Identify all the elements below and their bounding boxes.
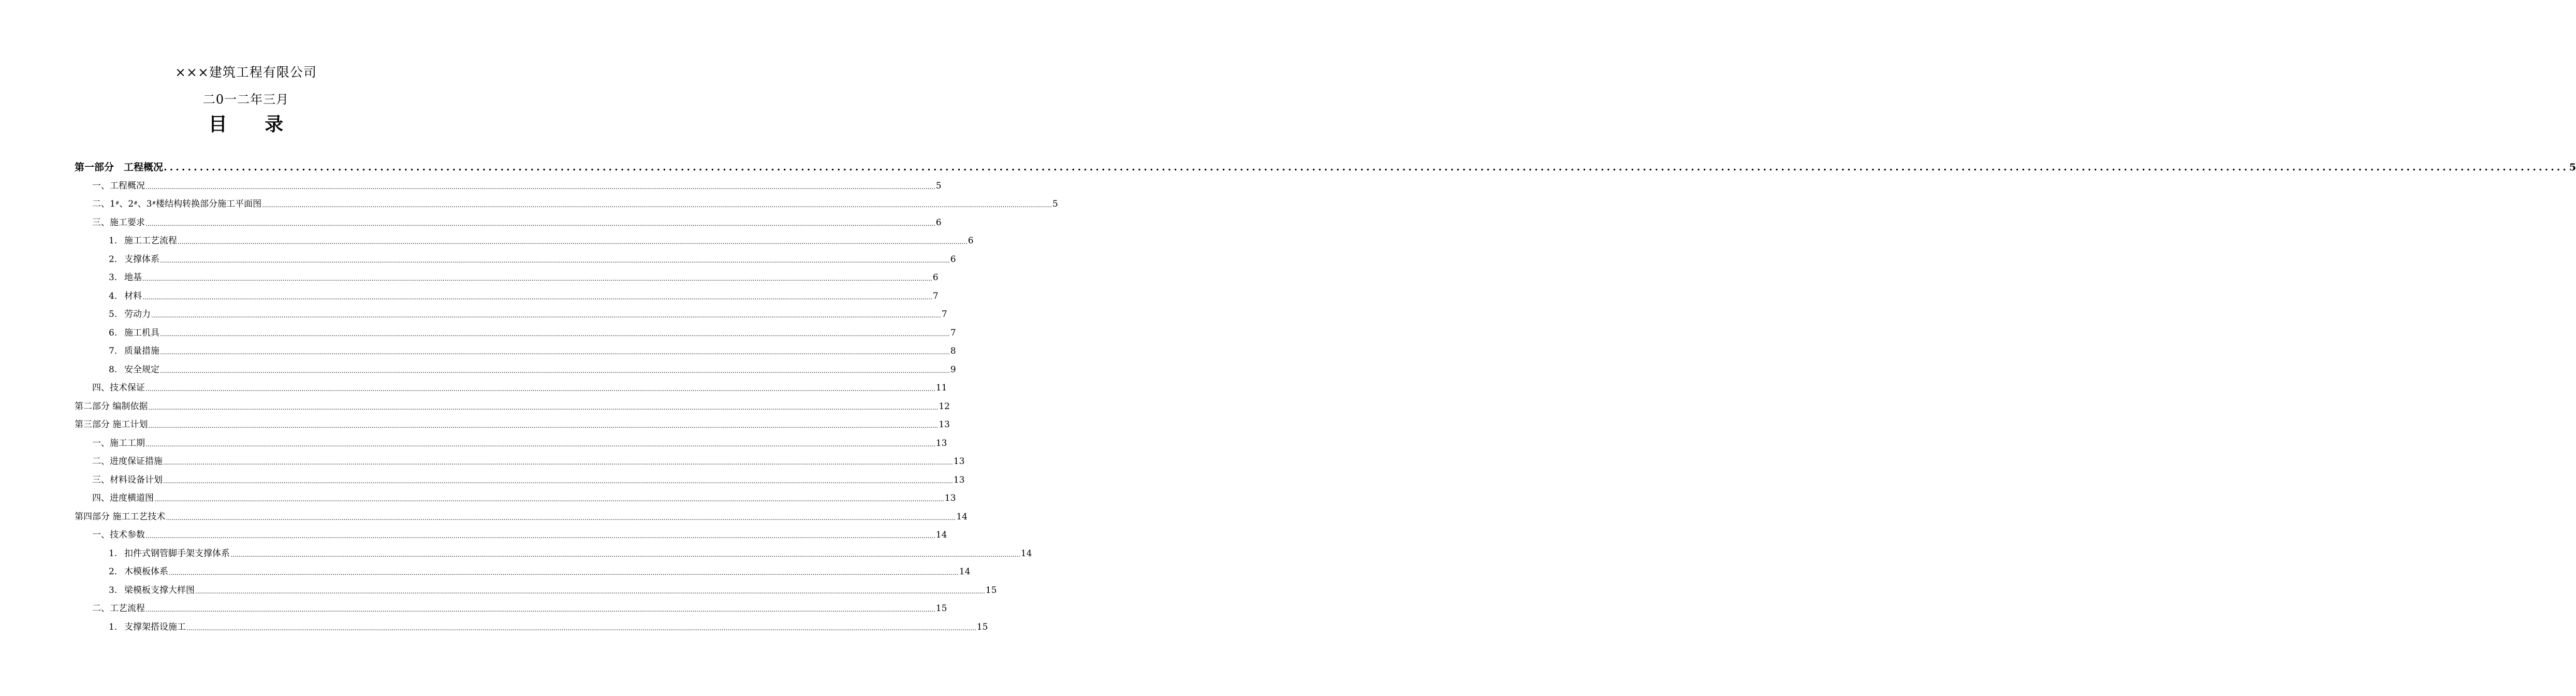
toc-page-number: 6 [935, 217, 942, 228]
toc-entry-text [92, 474, 163, 486]
toc-leader-dots: ................................................................................................................................................................................................................................................................................................................................................................................................................ [145, 532, 935, 540]
toc-entry-label: 第三部分 施工计划 [75, 419, 148, 430]
toc-entry-text [92, 217, 145, 228]
toc-entry-label: 四、进度横道图 [92, 493, 154, 503]
toc-leader-dots: ................................................................................................................................................................................................................................................................................................................................................................................................................ [148, 422, 939, 429]
toc-entry-number: 1. [109, 548, 118, 559]
toc-page-number: 14 [935, 530, 947, 540]
document-date: 二0一二年三月 [202, 92, 289, 107]
toc-entry-text [109, 548, 230, 559]
toc-entry[interactable] [75, 394, 950, 412]
toc-entry-text [109, 345, 159, 357]
toc-leader-dots: ................................................................................................................................................................................................................................................................................................................................................................................................................ [145, 220, 935, 227]
toc-entry-text [92, 529, 145, 541]
toc-entry-text [92, 438, 145, 449]
toc-entry-number: 7. [109, 346, 118, 356]
toc-page-number: 13 [939, 419, 950, 430]
toc-entry-text [75, 162, 163, 173]
toc-entry-label: 二、工艺流程 [92, 603, 145, 614]
toc-entry-label: 质量措施 [124, 346, 159, 356]
toc-leader-dots: ................................................................................................................................................................................................................................................................................................................................................................................................................ [142, 275, 932, 282]
toc-entry-number: 3. [109, 272, 118, 283]
toc-entry[interactable] [75, 577, 997, 596]
toc-leader-dots: ................................................................................................................................................................................................................................................................................................................................................................................................................ [169, 569, 959, 576]
toc-entry-label: 地基 [124, 272, 142, 283]
toc-entry[interactable] [75, 559, 971, 578]
toc-page-number: 13 [935, 438, 947, 448]
toc-entry-label: 木模板体系 [124, 567, 168, 577]
toc-entry-label: 劳动力 [124, 309, 151, 320]
toc-page-number: 15 [976, 621, 988, 632]
toc-entry[interactable] [75, 523, 947, 541]
toc-page-number: 8 [950, 346, 956, 356]
toc-entry-text [109, 254, 159, 265]
toc-entry-text [75, 419, 148, 430]
toc-entry-label: 第二部分 编制依据 [75, 401, 148, 412]
toc-entry-text [92, 492, 154, 504]
toc-entry[interactable] [75, 614, 988, 633]
toc-leader-dots: ................................................................................................................................................................................................................................................................................................................................................................................................................ [145, 440, 935, 448]
toc-entry-text [92, 198, 261, 210]
toc-leader-dots: ................................................................................................................................................................................................................................................................................................................................................................................................................ [145, 183, 935, 191]
toc-entry[interactable] [75, 283, 939, 302]
toc-entry-number: 2. [109, 254, 118, 265]
toc-leader-dots: ................................................................................................................................................................................................................................................................................................................................................................................................................ [178, 238, 968, 245]
toc-entry[interactable] [75, 486, 956, 504]
toc-page-number: 11 [935, 383, 947, 393]
toc-leader-dots: ................................................................................................................................................................................................................................................................................................................................................................................................................ [145, 606, 935, 613]
toc-page-number: 15 [935, 603, 947, 614]
toc-entry[interactable] [75, 339, 956, 357]
toc-entry-label: 施工机具 [124, 327, 159, 338]
toc-page-number: 14 [1020, 548, 1032, 559]
toc-page-number: 9 [950, 364, 956, 375]
toc-entry-label: 支撑体系 [124, 254, 159, 265]
toc-page-number: 12 [939, 401, 950, 412]
toc-entry-label: 第四部分 施工工艺技术 [75, 511, 166, 522]
toc-entry-label: 扣件式钢管脚手架支撑体系 [124, 548, 230, 559]
toc-entry[interactable] [75, 302, 947, 321]
table-of-contents [75, 155, 2576, 633]
toc-entry-number: 8. [109, 364, 118, 375]
toc-entry-label: 二、1#、2#、3#楼结构转换部分施工平面图 [92, 199, 262, 209]
toc-page-number: 7 [941, 309, 947, 320]
toc-leader-dots: ................................................................................................................................................................................................................................................................................................................................................................................................................ [148, 403, 939, 411]
toc-page-number: 6 [932, 272, 939, 283]
toc-entry-number: 2. [109, 567, 118, 577]
company-name: ×××建筑工程有限公司 [175, 65, 317, 80]
toc-page-number: 14 [956, 511, 968, 522]
toc-page-number: 7 [932, 291, 939, 301]
toc-leader-dots: ................................................................................................................................................................................................................................................................................................................................................................................................................ [163, 477, 953, 485]
toc-entry-label: 三、材料设备计划 [92, 474, 163, 485]
toc-entry-label: 二、进度保证措施 [92, 456, 163, 467]
toc-entry-number: 6. [109, 327, 118, 338]
toc-entry-label: 支撑架搭设施工 [124, 621, 186, 632]
toc-entry-text [109, 621, 186, 633]
toc-entry-label: 安全规定 [124, 364, 159, 375]
toc-leader-dots: ................................................................................................................................................................................................................................................................................................................................................................................................................ [160, 256, 950, 264]
toc-entry[interactable] [75, 449, 965, 468]
toc-page-number: 14 [959, 567, 971, 577]
toc-leader-dots: ................................................................................................................................................................................................................................................................................................................................................................................................................ [166, 514, 956, 521]
toc-leader-dots: ................................................................................................................................................................................................................................................................................................................................................................................................................ [160, 349, 950, 356]
toc-page-number: 13 [953, 474, 965, 485]
toc-page-number: 6 [968, 236, 974, 246]
toc-entry[interactable] [75, 541, 1032, 559]
toc-entry-number: 1. [109, 236, 118, 246]
toc-entry-text [92, 180, 145, 192]
toc-leader-dots: ................................................................................................................................................................................................................................................................................................................................................................................................................ [145, 385, 935, 393]
toc-entry-text [109, 235, 177, 247]
toc-entry-label: 一、施工工期 [92, 438, 145, 448]
toc-page-number: 6 [950, 254, 956, 265]
toc-entry[interactable] [75, 155, 2576, 173]
toc-entry-text [109, 309, 151, 320]
toc-entry-number: 4. [109, 291, 118, 301]
toc-leader-dots: ................................................................................................................................................................................................................................................................................................................................................................................................................ [230, 550, 1020, 558]
toc-page-number: 5 [1052, 199, 1058, 209]
toc-entry[interactable] [75, 467, 965, 486]
toc-page-number: 5 [2569, 162, 2576, 173]
toc-entry[interactable] [75, 192, 1058, 210]
toc-leader-dots: ................................................................................................................................................................................................................................................................................................................................................................................................................ [195, 587, 985, 595]
toc-entry-text [109, 364, 159, 375]
toc-entry-text [109, 272, 142, 283]
toc-entry-label: 四、技术保证 [92, 383, 145, 393]
toc-entry[interactable] [75, 320, 956, 339]
toc-entry-label: 第一部分 工程概况 [75, 162, 164, 173]
toc-page-number: 13 [944, 493, 956, 503]
toc-entry-text [92, 382, 145, 394]
toc-entry[interactable] [75, 247, 956, 265]
toc-entry-label: 梁模板支撑大样图 [124, 585, 195, 596]
toc-title: 目 录 [208, 113, 299, 135]
toc-leader-dots: ................................................................................................................................................................................................................................................................................................................................................................................................................ [164, 162, 2569, 173]
toc-entry-label: 一、工程概况 [92, 180, 145, 191]
toc-entry[interactable] [75, 430, 947, 449]
toc-entry-text [109, 291, 142, 302]
toc-entry[interactable] [75, 504, 968, 523]
toc-leader-dots: ................................................................................................................................................................................................................................................................................................................................................................................................................ [160, 367, 950, 374]
toc-leader-dots: ................................................................................................................................................................................................................................................................................................................................................................................................................ [163, 459, 953, 466]
toc-entry-label: 三、施工要求 [92, 217, 145, 228]
toc-entry-text [75, 401, 148, 412]
toc-page-number: 7 [950, 327, 956, 338]
toc-entry-number: 3. [109, 585, 118, 596]
toc-entry-label: 施工工艺流程 [124, 236, 177, 246]
toc-page-number: 5 [935, 180, 942, 191]
toc-entry[interactable] [75, 228, 974, 247]
toc-entry-text [109, 585, 195, 596]
toc-leader-dots: ................................................................................................................................................................................................................................................................................................................................................................................................................ [186, 624, 976, 632]
toc-entry[interactable] [75, 596, 947, 615]
toc-entry-text [109, 566, 168, 577]
toc-entry-label: 材料 [124, 291, 142, 301]
toc-entry-text [75, 511, 165, 523]
toc-entry-text [92, 456, 163, 467]
toc-entry[interactable] [75, 357, 956, 375]
toc-leader-dots: ................................................................................................................................................................................................................................................................................................................................................................................................................ [154, 496, 944, 503]
toc-entry[interactable] [75, 173, 942, 192]
toc-entry-text [109, 327, 159, 339]
toc-entry-number: 5. [109, 309, 118, 320]
toc-page-number: 13 [953, 456, 965, 467]
toc-entry[interactable] [75, 412, 950, 431]
toc-entry[interactable] [75, 375, 947, 394]
toc-leader-dots: ................................................................................................................................................................................................................................................................................................................................................................................................................ [142, 293, 932, 301]
toc-leader-dots: ................................................................................................................................................................................................................................................................................................................................................................................................................ [160, 330, 950, 338]
toc-leader-dots: ................................................................................................................................................................................................................................................................................................................................................................................................................ [262, 201, 1052, 209]
toc-page-number: 15 [985, 585, 997, 596]
toc-leader-dots: ................................................................................................................................................................................................................................................................................................................................................................................................................ [151, 312, 941, 319]
toc-entry-number: 1. [109, 621, 118, 632]
toc-entry-text [92, 603, 145, 614]
toc-entry-label: 一、技术参数 [92, 530, 145, 540]
toc-entry[interactable] [75, 210, 942, 228]
toc-entry[interactable] [75, 265, 939, 284]
